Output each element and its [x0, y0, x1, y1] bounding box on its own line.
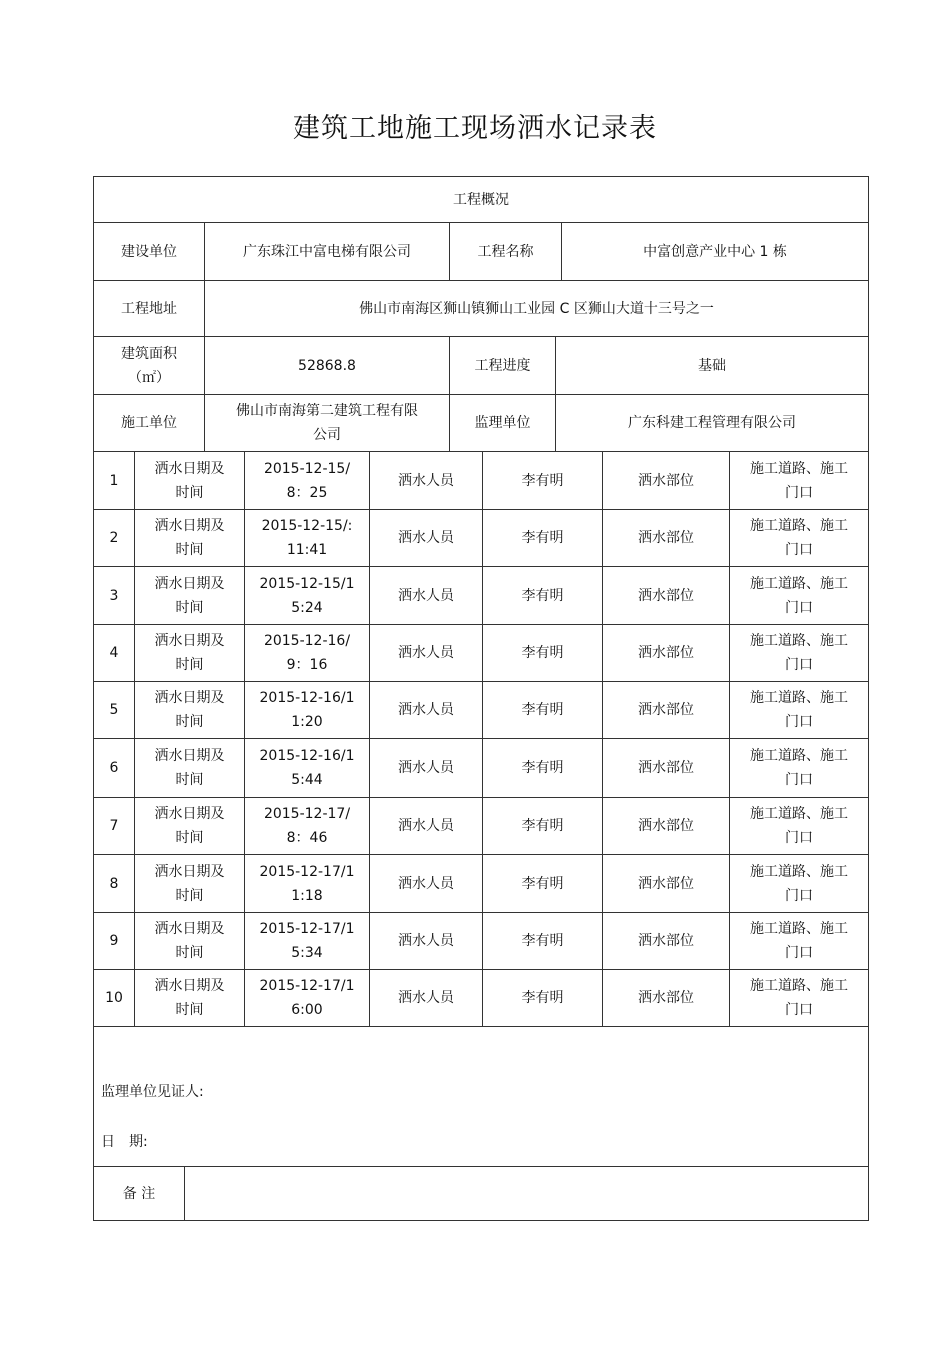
date-label: 日 期: — [101, 1134, 148, 1150]
record-person-label: 洒水人员 — [370, 567, 483, 625]
record-datetime: 2015-12-15/:11:41 — [245, 510, 370, 567]
record-location-label: 洒水部位 — [603, 913, 730, 970]
record-datetime: 2015-12-17/15:34 — [245, 913, 370, 970]
record-datetime-label: 洒水日期及时间 — [135, 739, 245, 798]
record-person-label: 洒水人员 — [370, 913, 483, 970]
record-person: 李有明 — [483, 855, 603, 913]
record-location: 施工道路、施工门口 — [730, 452, 868, 510]
record-datetime: 2015-12-15/15:24 — [245, 567, 370, 625]
record-person: 李有明 — [483, 625, 603, 682]
record-datetime: 2015-12-16/11:20 — [245, 682, 370, 739]
record-location: 施工道路、施工门口 — [730, 567, 868, 625]
record-location: 施工道路、施工门口 — [730, 510, 868, 567]
record-number: 10 — [94, 970, 135, 1027]
record-datetime: 2015-12-17/16:00 — [245, 970, 370, 1027]
record-person-label: 洒水人员 — [370, 625, 483, 682]
witness-label: 监理单位见证人: — [101, 1084, 204, 1100]
record-location: 施工道路、施工门口 — [730, 913, 868, 970]
record-location-label: 洒水部位 — [603, 798, 730, 855]
record-number: 8 — [94, 855, 135, 913]
record-datetime: 2015-12-17/8：46 — [245, 798, 370, 855]
record-location: 施工道路、施工门口 — [730, 855, 868, 913]
area-label: 建筑面积（㎡） — [94, 337, 205, 395]
record-number: 2 — [94, 510, 135, 567]
record-datetime-label: 洒水日期及时间 — [135, 855, 245, 913]
record-datetime-label: 洒水日期及时间 — [135, 452, 245, 510]
construction-unit-label: 施工单位 — [94, 395, 205, 452]
address-label: 工程地址 — [94, 281, 205, 337]
project-name-label: 工程名称 — [450, 223, 562, 281]
record-person: 李有明 — [483, 452, 603, 510]
progress-label: 工程进度 — [450, 337, 556, 395]
remarks-value — [185, 1167, 868, 1220]
record-datetime-label: 洒水日期及时间 — [135, 625, 245, 682]
record-location-label: 洒水部位 — [603, 970, 730, 1027]
record-datetime-label: 洒水日期及时间 — [135, 970, 245, 1027]
record-number: 5 — [94, 682, 135, 739]
record-location-label: 洒水部位 — [603, 855, 730, 913]
record-location: 施工道路、施工门口 — [730, 970, 868, 1027]
signature-block — [94, 1027, 868, 1167]
remarks-label: 备 注 — [94, 1167, 185, 1220]
record-person: 李有明 — [483, 913, 603, 970]
record-datetime-label: 洒水日期及时间 — [135, 682, 245, 739]
record-person-label: 洒水人员 — [370, 682, 483, 739]
record-person-label: 洒水人员 — [370, 855, 483, 913]
overview-heading: 工程概况 — [94, 177, 868, 223]
record-person: 李有明 — [483, 970, 603, 1027]
supervision-unit-label: 监理单位 — [450, 395, 556, 452]
record-person: 李有明 — [483, 798, 603, 855]
record-location-label: 洒水部位 — [603, 452, 730, 510]
build-unit-label: 建设单位 — [94, 223, 205, 281]
record-datetime-label: 洒水日期及时间 — [135, 567, 245, 625]
construction-unit-value: 佛山市南海第二建筑工程有限公司 — [205, 395, 450, 452]
record-person: 李有明 — [483, 567, 603, 625]
record-location-label: 洒水部位 — [603, 567, 730, 625]
document-title: 建筑工地施工现场洒水记录表 — [293, 113, 657, 144]
progress-value: 基础 — [556, 337, 868, 395]
record-number: 3 — [94, 567, 135, 625]
area-value: 52868.8 — [205, 337, 450, 395]
record-person: 李有明 — [483, 510, 603, 567]
project-name-value: 中富创意产业中心 1 栋 — [562, 223, 868, 281]
record-person-label: 洒水人员 — [370, 510, 483, 567]
record-person-label: 洒水人员 — [370, 798, 483, 855]
record-person-label: 洒水人员 — [370, 970, 483, 1027]
record-location: 施工道路、施工门口 — [730, 739, 868, 798]
record-datetime-label: 洒水日期及时间 — [135, 510, 245, 567]
record-location: 施工道路、施工门口 — [730, 682, 868, 739]
record-person: 李有明 — [483, 739, 603, 798]
record-location: 施工道路、施工门口 — [730, 625, 868, 682]
record-datetime: 2015-12-15/8：25 — [245, 452, 370, 510]
record-number: 9 — [94, 913, 135, 970]
record-datetime: 2015-12-16/9：16 — [245, 625, 370, 682]
record-location-label: 洒水部位 — [603, 739, 730, 798]
record-number: 1 — [94, 452, 135, 510]
record-form — [93, 176, 869, 1221]
record-person: 李有明 — [483, 682, 603, 739]
record-person-label: 洒水人员 — [370, 452, 483, 510]
record-datetime-label: 洒水日期及时间 — [135, 798, 245, 855]
record-datetime-label: 洒水日期及时间 — [135, 913, 245, 970]
record-location-label: 洒水部位 — [603, 625, 730, 682]
address-value: 佛山市南海区狮山镇狮山工业园 C 区狮山大道十三号之一 — [205, 281, 868, 337]
record-person-label: 洒水人员 — [370, 739, 483, 798]
record-number: 7 — [94, 798, 135, 855]
record-datetime: 2015-12-17/11:18 — [245, 855, 370, 913]
record-location: 施工道路、施工门口 — [730, 798, 868, 855]
record-datetime: 2015-12-16/15:44 — [245, 739, 370, 798]
record-location-label: 洒水部位 — [603, 510, 730, 567]
supervision-unit-value: 广东科建工程管理有限公司 — [556, 395, 868, 452]
record-number: 6 — [94, 739, 135, 798]
record-number: 4 — [94, 625, 135, 682]
record-location-label: 洒水部位 — [603, 682, 730, 739]
build-unit-value: 广东珠江中富电梯有限公司 — [205, 223, 450, 281]
